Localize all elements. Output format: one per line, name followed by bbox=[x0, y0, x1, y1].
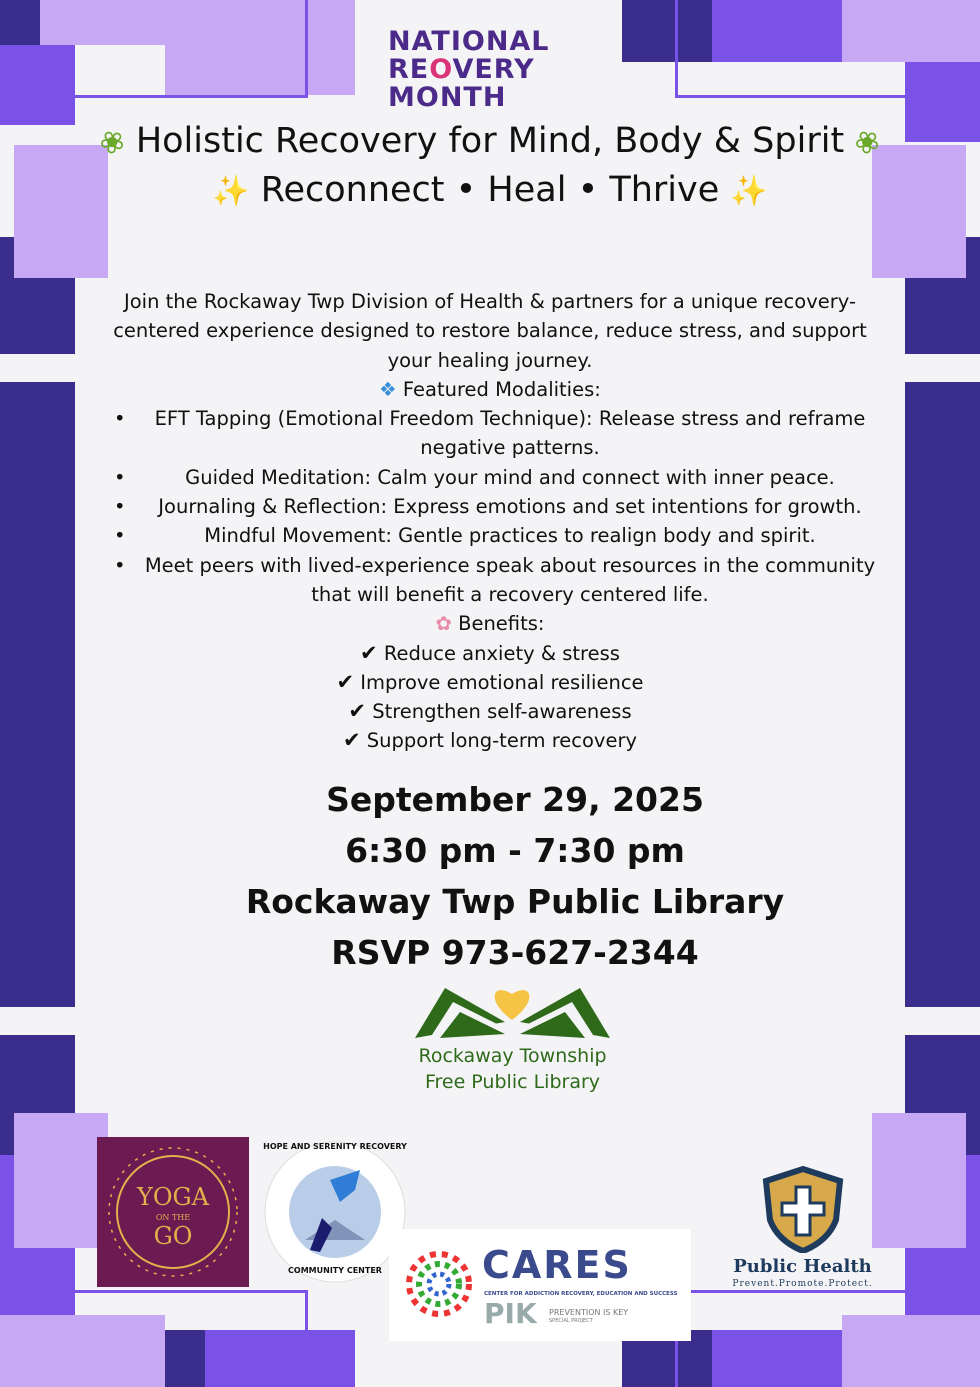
helping-hands-icon bbox=[260, 1140, 410, 1285]
page-subtitle bbox=[0, 170, 980, 210]
people-circle-icon bbox=[399, 1244, 479, 1324]
list-item: • Journaling & Reflection: Express emotions and set intentions for growth. bbox=[114, 495, 862, 519]
benefits-heading: ✿ Benefits: bbox=[435, 612, 545, 636]
public-health-logo bbox=[720, 1165, 885, 1295]
title-text: Holistic Recovery for Mind, Body & Spirit bbox=[135, 121, 845, 161]
decor-square bbox=[872, 1113, 966, 1248]
yoga-on-the-go-logo bbox=[97, 1137, 249, 1287]
diamond-icon: ❖ bbox=[379, 377, 397, 401]
open-book-heart-icon bbox=[405, 980, 620, 1042]
decor-square bbox=[0, 1315, 165, 1387]
public-health-title: Public Health bbox=[733, 1256, 872, 1277]
library-logo bbox=[405, 980, 620, 1100]
decor-square bbox=[14, 1113, 108, 1248]
cares-subtitle: CENTER FOR ADDICTION RECOVERY, EDUCATION AND SUCCESS bbox=[484, 1291, 678, 1297]
decor-square bbox=[0, 382, 75, 1007]
decor-square bbox=[872, 145, 966, 278]
logo-line: MONTH bbox=[388, 82, 507, 113]
benefit-item: ✔ Reduce anxiety & stress bbox=[360, 640, 620, 665]
hope-text: COMMUNITY CENTER bbox=[288, 1266, 382, 1275]
benefit-item: ✔ Strengthen self-awareness bbox=[348, 699, 632, 724]
decor-square bbox=[905, 382, 980, 1007]
public-health-tagline: Prevent.Promote.Protect. bbox=[732, 1279, 873, 1289]
logo-line: NATIONAL bbox=[388, 26, 550, 57]
decor-square bbox=[842, 1315, 980, 1387]
shield-cross-icon bbox=[758, 1165, 848, 1253]
decor-line bbox=[675, 95, 905, 98]
library-name: Rockaway Township bbox=[418, 1045, 607, 1067]
decor-square bbox=[14, 145, 108, 278]
body-content bbox=[100, 287, 880, 756]
list-item: • EFT Tapping (Emotional Freedom Technique): Release stress and reframe negative patterns. bbox=[114, 407, 866, 460]
decor-line bbox=[305, 1290, 308, 1387]
benefit-item: ✔ Improve emotional resilience bbox=[336, 669, 644, 694]
decor-square bbox=[842, 0, 980, 62]
decor-line bbox=[75, 1290, 305, 1293]
intro-text: Join the Rockaway Twp Division of Health & partners for a unique recovery-centered experience designed to restore balance, reduce stress, and support your healing journey. bbox=[113, 290, 867, 372]
checkmark-icon: ✔ bbox=[348, 699, 366, 724]
decor-square bbox=[0, 45, 75, 125]
modalities-list bbox=[100, 404, 880, 609]
subtitle-text: Reconnect • Heal • Thrive bbox=[260, 170, 720, 210]
event-date: September 29, 2025 bbox=[326, 780, 704, 819]
hope-serenity-logo bbox=[260, 1140, 410, 1285]
decor-line bbox=[675, 0, 678, 98]
blossom-icon: ✿ bbox=[435, 612, 452, 636]
benefit-item: ✔ Support long-term recovery bbox=[342, 728, 638, 753]
sun-ring-icon bbox=[97, 1137, 249, 1287]
pik-note: SPECIAL PROJECT bbox=[549, 1318, 593, 1324]
decor-line bbox=[305, 0, 308, 98]
checkmark-icon: ✔ bbox=[336, 669, 355, 694]
library-name-line2: Free Public Library bbox=[424, 1071, 601, 1093]
sparkles-icon: ✨ bbox=[730, 174, 768, 209]
event-location: Rockaway Twp Public Library bbox=[245, 882, 785, 921]
modalities-heading: ❖ Featured Modalities: bbox=[379, 377, 601, 401]
national-recovery-month-logo bbox=[388, 28, 588, 112]
yoga-text: GO bbox=[153, 1222, 193, 1250]
pik-title: PIK bbox=[484, 1297, 537, 1330]
list-item: • Guided Meditation: Calm your mind and connect with inner peace. bbox=[114, 465, 835, 489]
yoga-text: ON THE bbox=[155, 1213, 191, 1222]
yoga-text: YOGA bbox=[136, 1183, 210, 1211]
checkmark-icon: ✔ bbox=[360, 640, 378, 665]
event-time: 6:30 pm - 7:30 pm bbox=[345, 831, 685, 870]
infinity-icon: O bbox=[429, 54, 453, 85]
leaf-icon: ❀ bbox=[92, 121, 132, 164]
event-rsvp: RSVP 973-627-2344 bbox=[331, 933, 699, 972]
sparkles-icon: ✨ bbox=[212, 174, 250, 209]
pik-subtitle: PREVENTION IS KEY bbox=[549, 1308, 629, 1317]
cares-title: CARES bbox=[482, 1243, 632, 1287]
checkmark-icon: ✔ bbox=[342, 728, 361, 753]
logo-line: REOVERY bbox=[388, 54, 535, 85]
decor-square bbox=[0, 0, 40, 45]
decor-line bbox=[75, 95, 305, 98]
decor-square bbox=[622, 0, 712, 62]
decor-square bbox=[165, 0, 355, 95]
hope-text: HOPE AND SERENITY RECOVERY bbox=[263, 1142, 407, 1151]
list-item: • Meet peers with lived-experience speak about resources in the community that will benefit a recovery centered life. bbox=[114, 553, 876, 606]
list-item: • Mindful Movement: Gentle practices to realign body and spirit. bbox=[114, 524, 816, 548]
page-title bbox=[0, 121, 980, 164]
cares-logo bbox=[389, 1229, 691, 1341]
leaf-icon: ❀ bbox=[848, 121, 888, 164]
decor-square bbox=[165, 1330, 205, 1387]
